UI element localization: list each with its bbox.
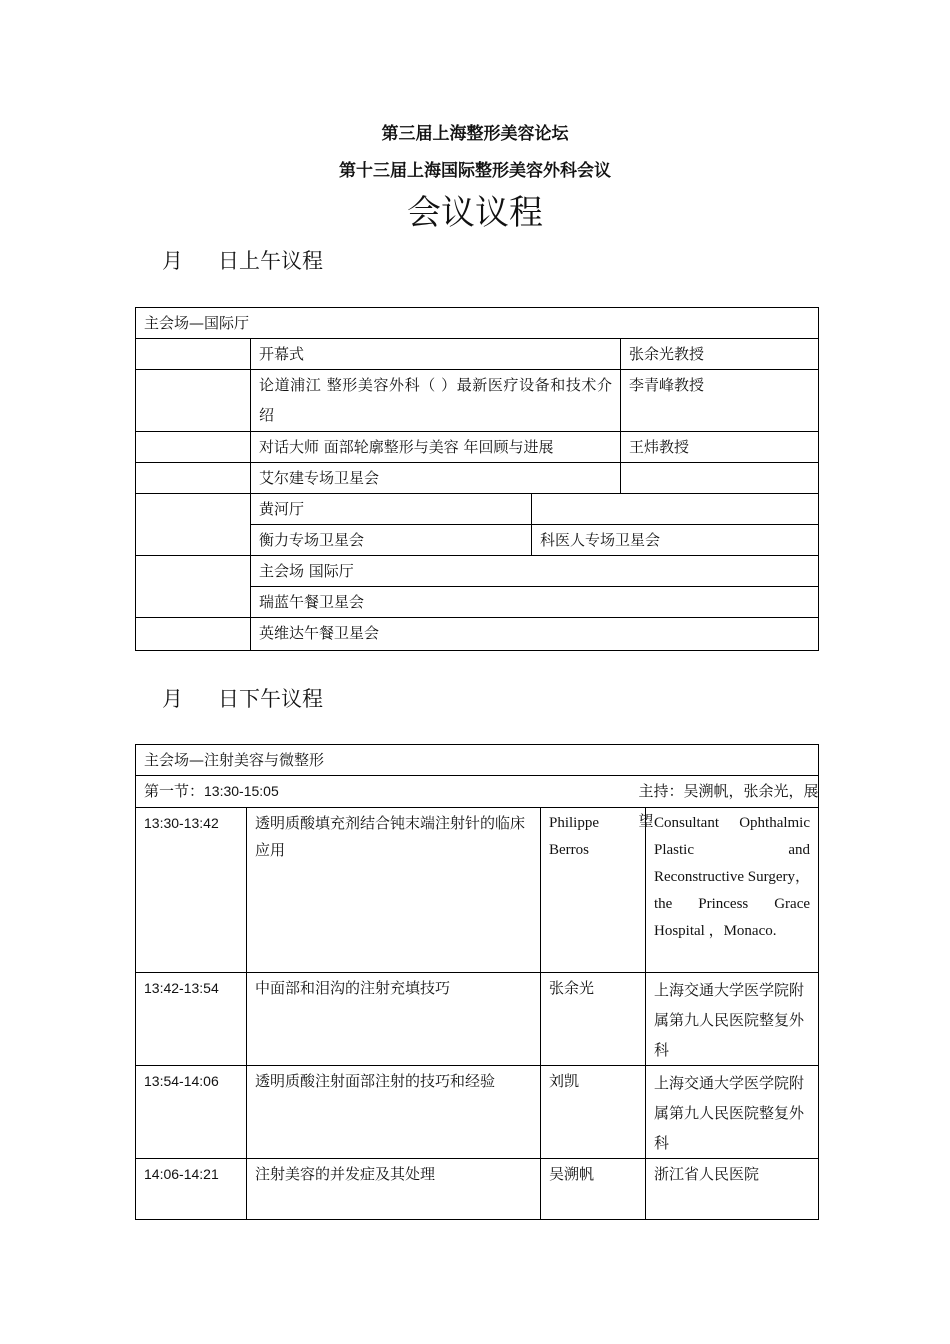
row-topic: 透明质酸填充剂结合钝末端注射针的临床应用 [247, 808, 541, 973]
row-affiliation: 上海交通大学医学院附属第九人民医院整复外科 [646, 973, 819, 1066]
session-hosts: 主持：吴溯帆，张余光，展望 [638, 782, 819, 830]
row-topic: 中面部和泪沟的注射充填技巧 [247, 973, 541, 1066]
lundao-item: 论道浦江 整形美容外科（ ）最新医疗设备和技术介绍 [251, 370, 621, 432]
afternoon-heading [162, 683, 323, 713]
time-cell [136, 432, 251, 463]
afternoon-agenda-table [135, 744, 819, 1220]
morning-heading-text: 日上午议程 [218, 249, 323, 273]
morning-venue: 主会场—国际厅 [136, 308, 819, 339]
morning-heading-month: 月 [162, 249, 183, 273]
row-speaker: 吴溯帆 [541, 1159, 646, 1220]
row-topic: 透明质酸注射面部注射的技巧和经验 [247, 1066, 541, 1159]
afternoon-heading-month: 月 [162, 687, 183, 711]
empty-cell [532, 494, 819, 525]
session-label: 第一节： [144, 782, 205, 800]
row-speaker: Philippe Berros [541, 808, 646, 973]
ruilan-item: 瑞蓝午餐卫星会 [251, 587, 819, 618]
opening-item: 开幕式 [251, 339, 621, 370]
row-time: 13:30-13:42 [136, 808, 247, 973]
morning-heading [162, 245, 323, 275]
hengli-item: 衡力专场卫星会 [251, 525, 532, 556]
yingweida-item: 英维达午餐卫星会 [251, 618, 819, 651]
row-speaker: 张余光 [541, 973, 646, 1066]
forum-title: 第三届上海整形美容论坛 [381, 124, 569, 144]
row-time: 13:42-13:54 [136, 973, 247, 1066]
time-cell [136, 370, 251, 432]
row-topic: 注射美容的并发症及其处理 [247, 1159, 541, 1220]
row-speaker: 刘凯 [541, 1066, 646, 1159]
time-cell [136, 618, 251, 651]
session-time: 13:30-15:05 [204, 783, 279, 799]
afternoon-venue: 主会场—注射美容与微整形 [136, 745, 819, 776]
time-cell [136, 339, 251, 370]
row-affiliation: 上海交通大学医学院附属第九人民医院整复外科 [646, 1066, 819, 1159]
row-affiliation: 浙江省人民医院 [646, 1159, 819, 1220]
time-cell [136, 556, 251, 618]
conference-title: 第十三届上海国际整形美容外科会议 [339, 161, 611, 181]
keyiren-item: 科医人专场卫星会 [532, 525, 819, 556]
allergan-item: 艾尔建专场卫星会 [251, 463, 621, 494]
row-time: 14:06-14:21 [136, 1159, 247, 1220]
lundao-speaker: 李青峰教授 [621, 370, 819, 432]
morning-agenda-table [135, 307, 819, 651]
time-cell [136, 494, 251, 556]
yellow-river-hall: 黄河厅 [251, 494, 532, 525]
dialog-speaker: 王炜教授 [621, 432, 819, 463]
empty-cell [621, 463, 819, 494]
time-cell [136, 463, 251, 494]
main-intl-hall: 主会场 国际厅 [251, 556, 819, 587]
row-time: 13:54-14:06 [136, 1066, 247, 1159]
agenda-title: 会议议程 [407, 193, 543, 233]
dialog-item: 对话大师 面部轮廓整形与美容 年回顾与进展 [251, 432, 621, 463]
opening-host: 张余光教授 [621, 339, 819, 370]
afternoon-heading-text: 日下午议程 [218, 687, 323, 711]
row-affiliation: Consultant Ophthalmic Plastic and Reconstructive Surgery，the Princess Grace Hospital ，Monaco. [646, 808, 819, 973]
